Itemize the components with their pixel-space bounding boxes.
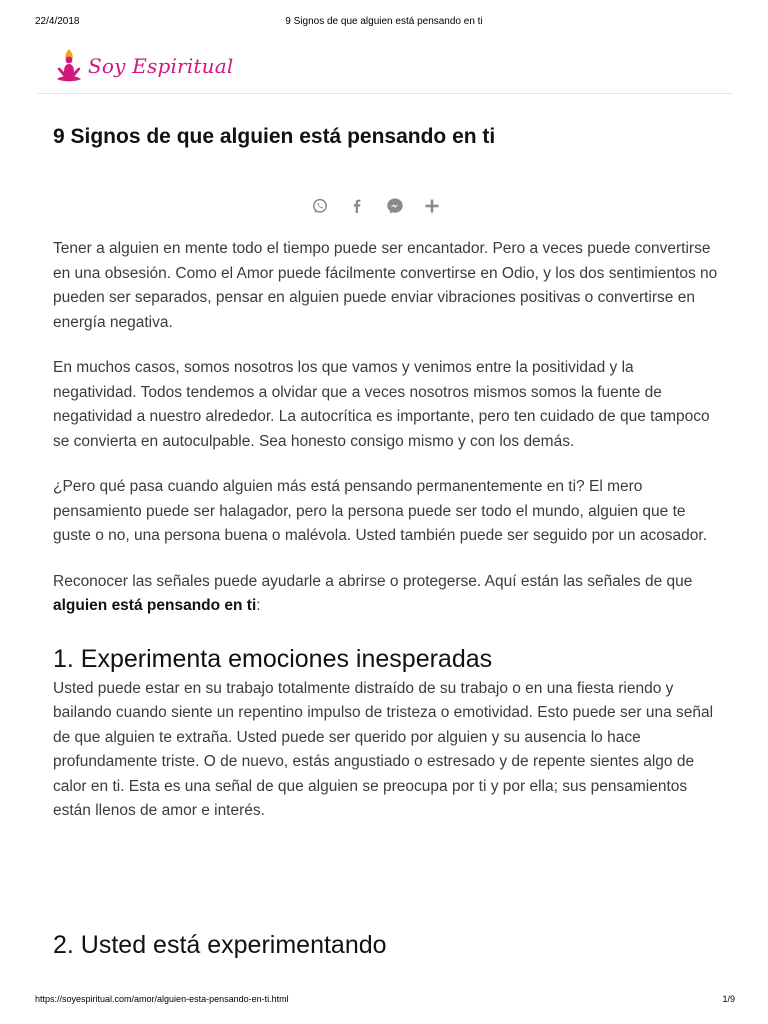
next-section-heading: 2. Usted está experimentando [53,931,387,959]
plus-icon [425,199,439,213]
print-url: https://soyespiritual.com/amor/alguien-esta-pensando-en-ti.html [35,994,289,1004]
meditating-figure-icon [54,46,84,86]
site-header [37,44,733,94]
signs-intro-bold: alguien está pensando en ti [53,597,257,614]
print-date: 22/4/2018 [35,16,80,27]
print-title: 9 Signos de que alguien está pensando en ti [285,16,483,27]
whatsapp-share-button[interactable] [309,195,331,217]
facebook-share-button[interactable] [347,195,369,217]
site-logo[interactable] [54,46,233,86]
signs-intro-end: : [256,597,261,614]
print-footer [0,994,768,1008]
signs-intro-paragraph [53,570,721,619]
logo-text: Soy Espiritual [88,54,234,78]
article-body [53,237,721,845]
page-number: 1/9 [722,994,735,1004]
more-share-button[interactable] [422,195,444,217]
paragraph: ¿Pero qué pasa cuando alguien más está pensando permanentemente en ti? El mero pensamiento puede ser halagador, pero la persona puede ser todo el mundo, alguien que te guste o no, una persona buena o malévola. Usted también puede ser seguido por un acosador. [53,478,708,544]
signs-intro-text: Reconocer las señales puede ayudarle a abrirse o protegerse. Aquí están las señales de que [53,572,693,590]
messenger-share-button[interactable] [384,195,406,217]
facebook-icon [349,198,365,214]
print-header [0,16,768,30]
article-title: 9 Signos de que alguien está pensando en ti [53,125,496,148]
whatsapp-icon [312,198,328,214]
section-paragraph: Usted puede estar en su trabajo totalmente distraído de su trabajo o en una fiesta riendo y bailando cuando siente un repentino impulso de tristeza o emotividad. Esto puede ser una señal de que alguien te extraña. Usted puede ser querido por alguien y su ausencia lo hace profundamente triste. O de nuevo, estás angustiado o estresado y de repente sientes algo de calor en ti. Esta es una señal de que alguien se preocupa por ti y por ella; sus pensamientos están llenos de amor e interés. [53,679,714,819]
next-section-heading-clipped [53,930,453,959]
share-bar [309,195,459,217]
section-heading: 1. Experimenta emociones inesperadas [53,644,493,673]
paragraph: Tener a alguien en mente todo el tiempo puede ser encantador. Pero a veces puede convertirse en una obsesión. Como el Amor puede fácilmente convertirse en Odio, y los dos sentimientos no pueden ser separados, pensar en alguien puede enviar vibraciones positivas o convertirse en energía negativa. [53,240,718,331]
paragraph: En muchos casos, somos nosotros los que vamos y venimos entre la positividad y la negatividad. Todos tendemos a olvidar que a veces nosotros mismos somos la fuente de negatividad a nuestro alrededor. La autocrítica es importante, pero ten cuidado de que tampoco se convierta en autoculpable. Sea honesto consigo mismo y con los demás. [53,359,710,450]
messenger-icon [386,197,404,215]
